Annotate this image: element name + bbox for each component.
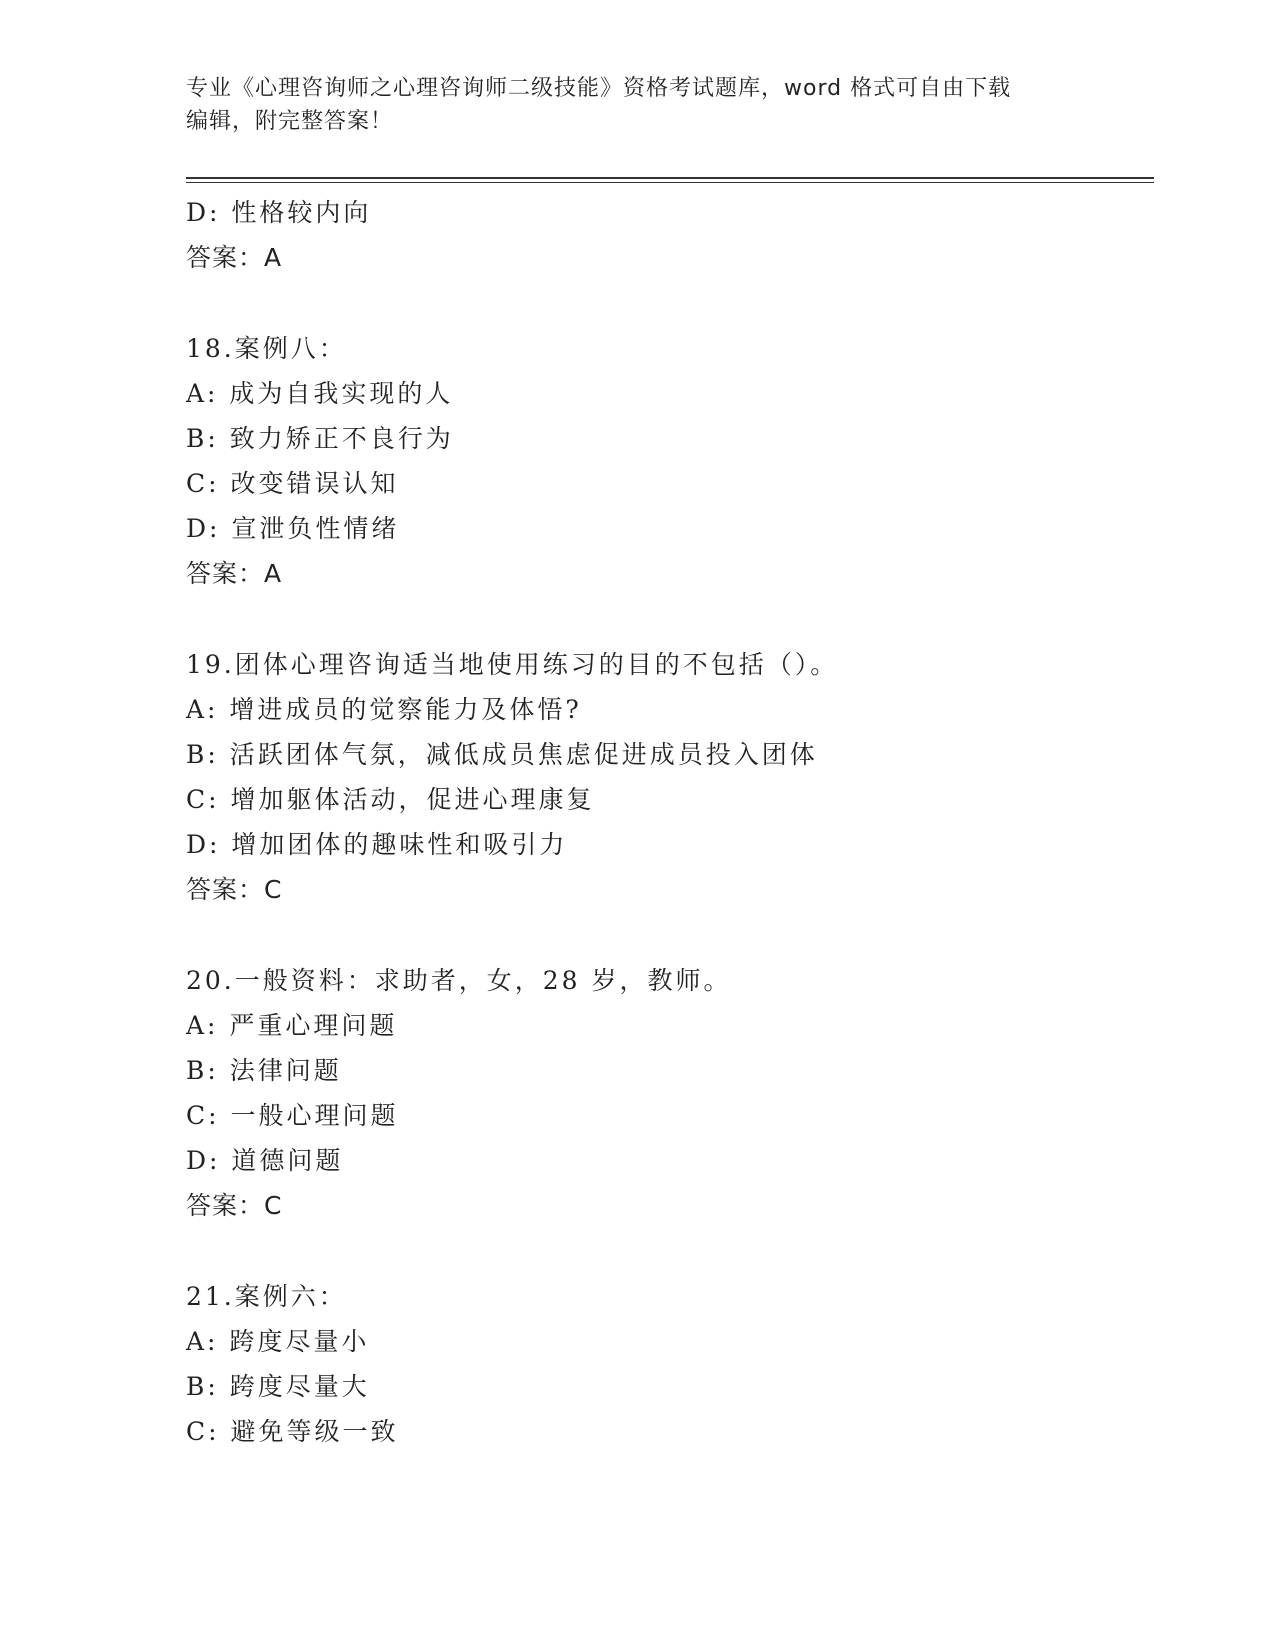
option-b: B: 致力矫正不良行为 [186,424,454,453]
option-a: A: 跨度尽量小 [186,1327,370,1356]
answer: 答案：C [186,1191,283,1220]
option-a: A: 严重心理问题 [186,1011,398,1040]
question-stem: 20.一般资料：求助者，女，28 岁，教师。 [186,966,732,995]
answer: 答案：A [186,559,283,588]
question-20 [186,958,1146,1228]
question-18 [186,326,1146,596]
option-d: D: 道德问题 [186,1146,344,1175]
option-c: C: 一般心理问题 [186,1101,399,1130]
answer: 答案：A [186,243,283,272]
header-line-1: 专业《心理咨询师之心理咨询师二级技能》资格考试题库，word 格式可自由下载 [186,76,1012,101]
option-d: D: 性格较内向 [186,198,372,227]
option-c: C: 改变错误认知 [186,469,399,498]
header-rule-thick [186,177,1154,179]
question-list [186,190,1146,1454]
option-d: D: 宣泄负性情绪 [186,514,400,543]
option-a: A: 增进成员的觉察能力及体悟? [186,695,582,724]
question-stem: 18.案例八： [186,334,347,363]
question-21 [186,1274,1146,1454]
option-b: B: 活跃团体气氛，减低成员焦虑促进成员投入团体 [186,740,818,769]
option-b: B: 跨度尽量大 [186,1372,370,1401]
question-stem: 19.团体心理咨询适当地使用练习的目的不包括（）。 [186,650,839,679]
header-line-2: 编辑，附完整答案！ [186,109,394,134]
question-19 [186,642,1146,912]
page-header [186,72,1086,138]
header-rule-thin [186,182,1154,183]
option-a: A: 成为自我实现的人 [186,379,454,408]
option-c: C: 增加躯体活动，促进心理康复 [186,785,595,814]
option-d: D: 增加团体的趣味性和吸引力 [186,830,568,859]
option-b: B: 法律问题 [186,1056,342,1085]
answer: 答案：C [186,875,283,904]
option-c: C: 避免等级一致 [186,1417,399,1446]
question-stem: 21.案例六： [186,1282,347,1311]
